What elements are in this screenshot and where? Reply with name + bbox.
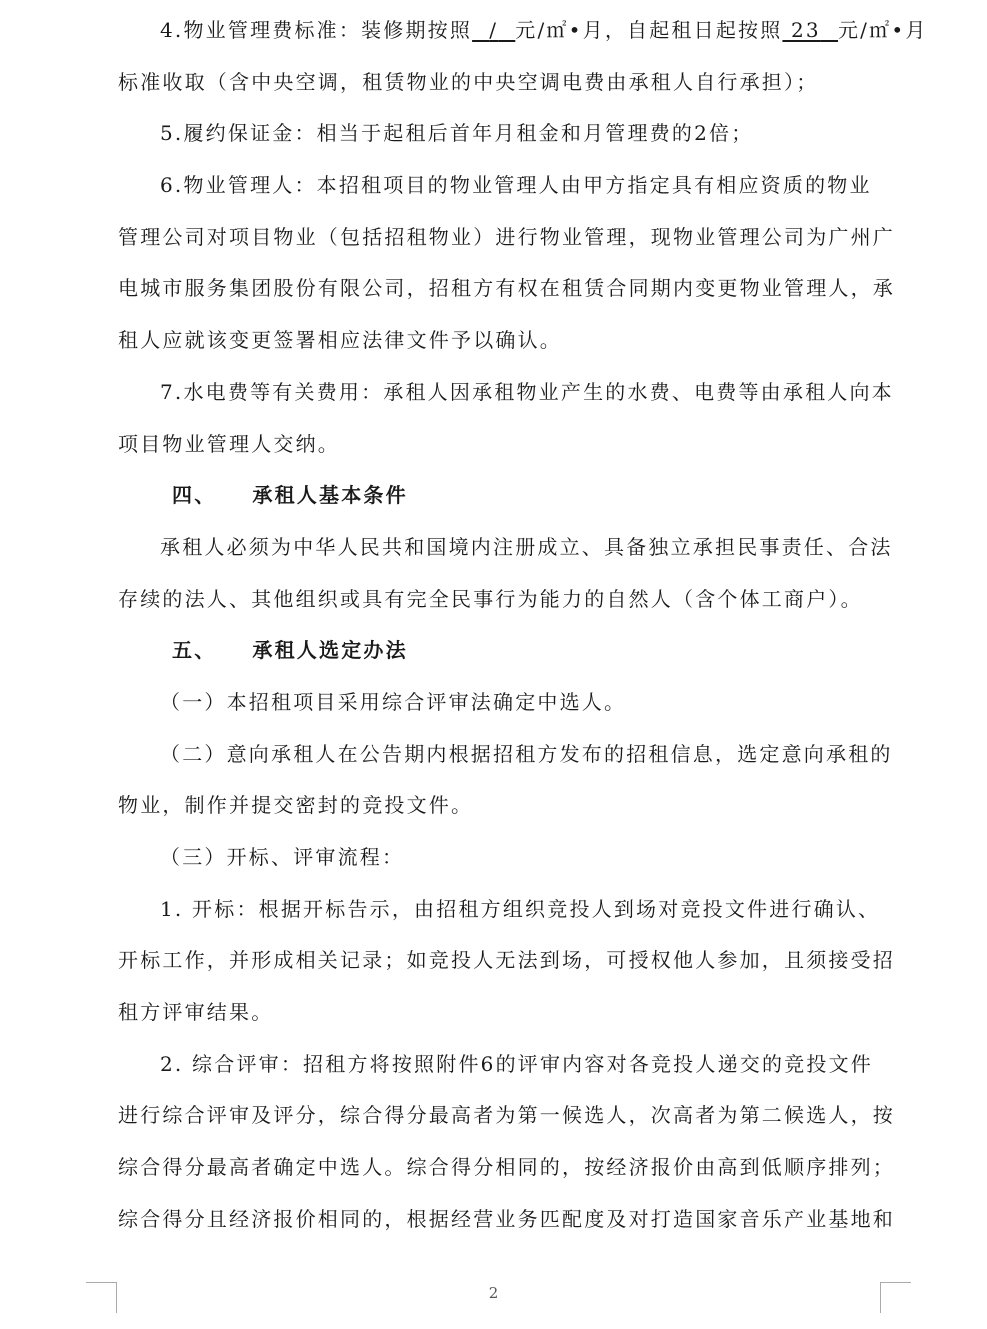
paragraph-line: 标准收取（含中央空调，租赁物业的中央空调电费由承租人自行承担）； — [118, 69, 819, 94]
paragraph-line: 开标工作，并形成相关记录；如竞投人无法到场，可授权他人参加，且须接受招 — [118, 948, 895, 973]
paragraph-line: 承租人必须为中华人民共和国境内注册成立、具备独立承担民事责任、合法 — [160, 534, 893, 559]
section-title: 承租人选定办法 — [252, 638, 408, 663]
paragraph-line: 7.水电费等有关费用：承租人因承租物业产生的水费、电费等由承租人向本 — [160, 379, 894, 404]
paragraph-line: 进行综合评审及评分，综合得分最高者为第一候选人，次高者为第二候选人，按 — [118, 1103, 895, 1128]
paragraph-line: 存续的法人、其他组织或具有完全民事行为能力的自然人（含个体工商户）。 — [118, 586, 863, 611]
decoration-fee-value: / — [489, 18, 499, 42]
paragraph-line-fee-standard: 4.物业管理费标准：装修期按照 / 元/㎡•月，自起租日起按照 23 元/㎡•月 — [118, 12, 880, 64]
paragraph-line: 管理公司对项目物业（包括招租物业）进行物业管理，现物业管理公司为广州广 — [118, 224, 895, 249]
section-heading-five — [118, 632, 880, 684]
section-number: 五、 — [172, 638, 217, 663]
paragraph-line: （一）本招租项目采用综合评审法确定中选人。 — [160, 689, 627, 714]
section-title: 承租人基本条件 — [252, 483, 408, 508]
page-number: 2 — [488, 1284, 499, 1302]
paragraph-line: 租人应就该变更签署相应法律文件予以确认。 — [118, 328, 562, 353]
paragraph-line: 综合得分最高者确定中选人。综合得分相同的，按经济报价由高到低顺序排列； — [118, 1155, 895, 1180]
paragraph-line: 项目物业管理人交纳。 — [118, 431, 340, 456]
paragraph-line: （三）开标、评审流程： — [160, 845, 405, 869]
operation-fee-value: 23 — [791, 18, 821, 42]
body-text — [118, 12, 928, 1253]
paragraph-line: 5.履约保证金：相当于起租后首年月租金和月管理费的2倍； — [160, 121, 754, 146]
paragraph-line: 电城市服务集团股份有限公司，招租方有权在租赁合同期内变更物业管理人，承 — [118, 276, 895, 301]
section-heading-four — [118, 477, 880, 529]
paragraph-line: 1. 开标：根据开标告示，由招租方组织竞投人到场对竞投文件进行确认、 — [160, 896, 881, 921]
paragraph-line: 2. 综合评审：招租方将按照附件6的评审内容对各竞投人递交的竞投文件 — [160, 1051, 873, 1076]
paragraph-line: 综合得分且经济报价相同的，根据经营业务匹配度及对打造国家音乐产业基地和 — [118, 1206, 895, 1231]
paragraph-line: 物业，制作并提交密封的竞投文件。 — [118, 793, 474, 818]
paragraph-line: 租方评审结果。 — [118, 1000, 274, 1025]
paragraph-line: 6.物业管理人：本招租项目的物业管理人由甲方指定具有相应资质的物业 — [160, 173, 872, 198]
paragraph-line: （二）意向承租人在公告期内根据招租方发布的招租信息，选定意向承租的 — [160, 741, 893, 766]
section-number: 四、 — [172, 483, 217, 508]
